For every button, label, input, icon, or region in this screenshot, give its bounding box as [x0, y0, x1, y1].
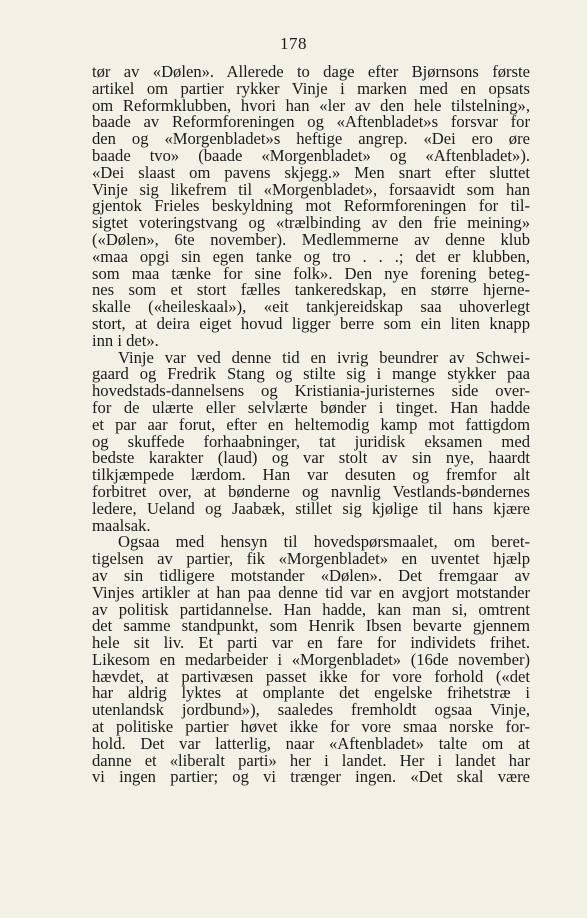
- text-line: av sin tidligere motstander «Dølen». Det fremgaar av: [92, 565, 530, 585]
- page-number: 178: [280, 34, 307, 53]
- text-line: om Reformklubben, hvori han «ler av den hele tilstelning»,: [92, 95, 530, 115]
- text-line: baade tvo» (baade «Morgenbladet» og «Aftenbladet»).: [92, 145, 530, 165]
- text-line: baade av Reformforeningen og «Aftenbladet»s forsvar for: [92, 112, 530, 132]
- text-line: skalle («heileskaal»), «eit tankjereidskap saa uhoverlegt: [92, 297, 530, 317]
- text-line: Vinjes artikler at han paa denne tid var en avgjort motstander: [92, 582, 530, 602]
- text-line: stort, at deira eiget hovud ligger berre som ein liten knapp: [92, 313, 530, 333]
- text-line: den og «Morgenbladet»s heftige angrep. «Dei ero øre: [92, 129, 530, 149]
- text-line: ledere, Ueland og Jaabæk, stillet sig kjølige til hans kjære: [92, 498, 530, 518]
- text-line: vi ingen partier; og vi trænger ingen. «Det skal være: [92, 767, 530, 787]
- text-line: av politisk partidannelse. Han hadde, kan man si, omtrent: [92, 599, 530, 619]
- text-line: et par aar forut, efter en heltemodig kamp mot fattigdom: [92, 414, 530, 434]
- text-line: utenlandsk jordbund»), saaledes fremholdt ogsaa Vinje,: [92, 700, 530, 720]
- text-line: maalsak.: [92, 515, 151, 535]
- text-line: «Dei slaast om pavens skjegg.» Men snart efter sluttet: [92, 162, 530, 182]
- text-line: Vinje sig likefrem til «Morgenbladet», forsaavidt som han: [92, 179, 530, 199]
- text-line: tør av «Dølen». Allerede to dage efter Bjørnsons første: [92, 62, 530, 81]
- text-line: Likesom en medarbeider i «Morgenbladet» (16de november): [92, 649, 530, 669]
- text-line: «maa opgi sin egen tanke og tro . . .; det er klubben,: [92, 246, 530, 266]
- text-line: inn i det».: [92, 330, 159, 350]
- text-line: gjentok Frieles beskyldning mot Reformforeningen for til-: [92, 196, 530, 216]
- text-line: som maa tænke for sine folk». Den nye forening beteg-: [92, 263, 530, 283]
- text-line: det samme standpunkt, som Henrik Ibsen bevarte gjennem: [92, 616, 530, 636]
- text-line: hele sit liv. Et parti var en fare for individets frihet.: [92, 633, 530, 653]
- text-line: har aldrig lyktes at omplante det engelske frihetstræ i: [92, 683, 530, 703]
- text-line: Ogsaa med hensyn til hovedspørsmaalet, om beret-: [118, 532, 530, 552]
- text-line: tilkjæmpede lærdom. Han var desuten og fremfor alt: [92, 465, 530, 485]
- text-line: sigtet voteringstvang og «trælbinding av den frie meining»: [92, 213, 530, 233]
- text-line: hold. Det var latterlig, naar «Aftenbladet» talte om at: [92, 733, 530, 753]
- text-line: tigelsen av partier, fik «Morgenbladet» en uventet hjælp: [92, 549, 530, 569]
- text-line: («Dølen», 6te november). Medlemmerne av denne klub: [92, 229, 530, 249]
- text-line: at politiske partier høvet ikke for vore smaa norske for-: [92, 717, 530, 737]
- text-line: gaard og Fredrik Stang og stilte sig i mange stykker paa: [92, 364, 530, 384]
- text-line: nes som et stort fælles tankeredskap, en større hjerne-: [92, 280, 530, 300]
- text-line: og skuffede forhaabninger, tat juridisk eksamen med: [92, 431, 530, 451]
- text-line: Vinje var ved denne tid en ivrig beundrer av Schwei-: [118, 347, 530, 367]
- text-line: hævdet, at partivæsen passet ikke for vore forhold («det: [92, 666, 530, 686]
- text-line: forbitret over, at bønderne og navnlig Vestlands-bøndernes: [92, 481, 530, 501]
- text-line: bedste karakter (laud) og var stolt av sin nye, haardt: [92, 448, 530, 468]
- text-line: for de ulærte eller selvlærte bønder i tinget. Han hadde: [92, 397, 530, 417]
- text-line: artikel om partier rykker Vinje i marken med en opsats: [92, 78, 530, 98]
- text-line: danne et «liberalt parti» her i landet. Her i landet har: [92, 750, 530, 770]
- body-text: [92, 64, 530, 786]
- text-line: hovedstads-dannelsens og Kristiania-juristernes side over-: [92, 381, 530, 401]
